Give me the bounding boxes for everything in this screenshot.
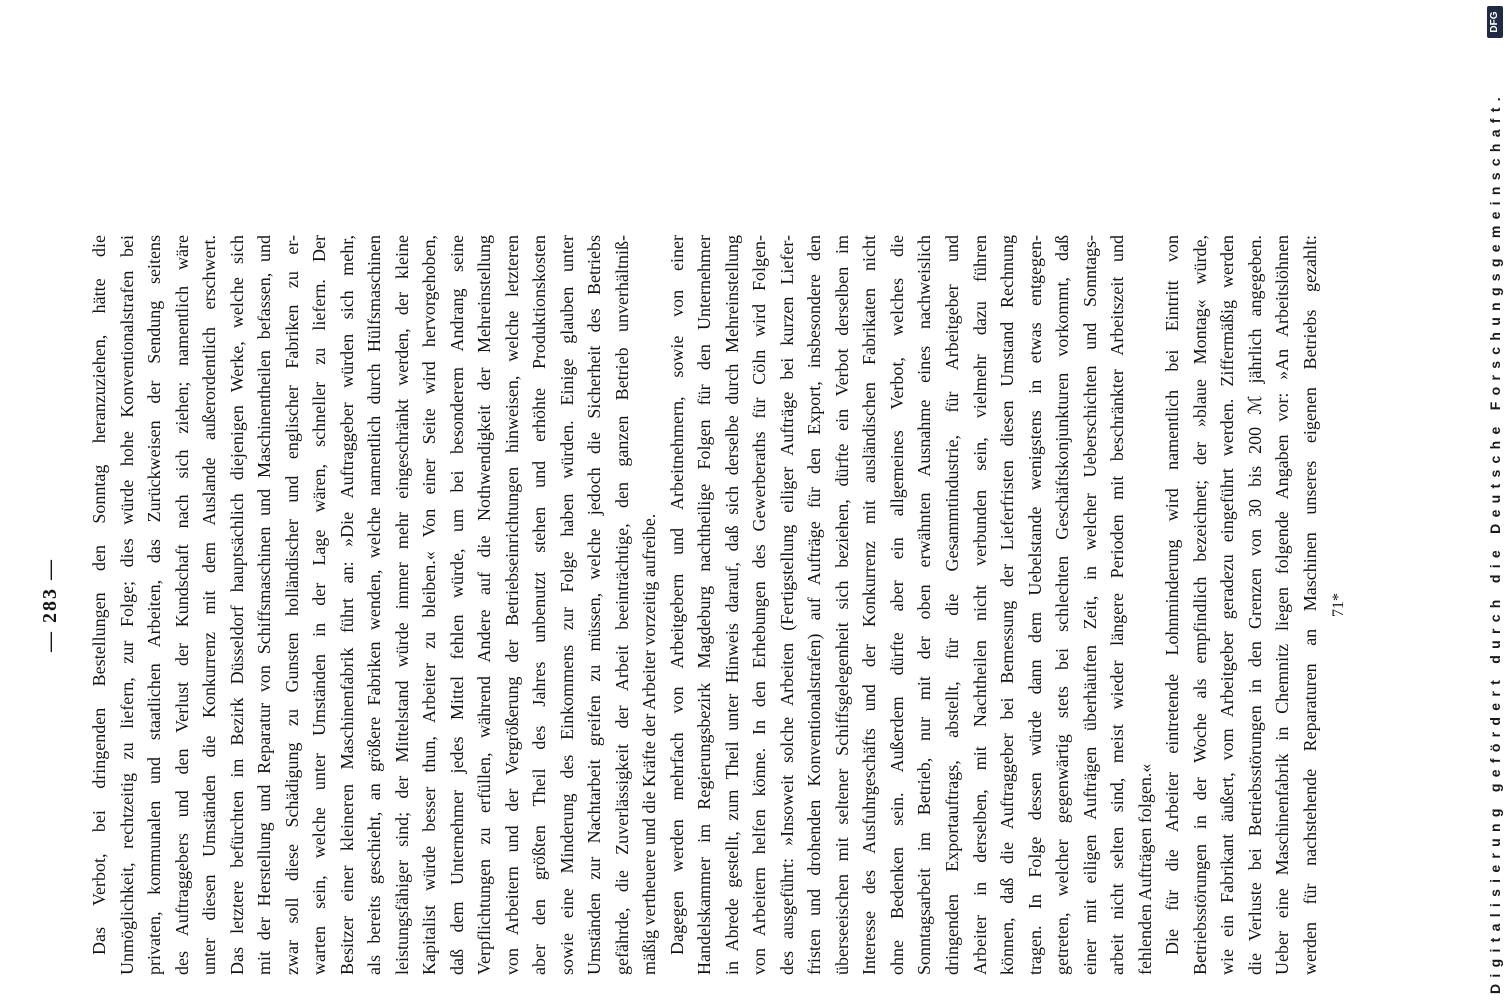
text-line: des Auftraggebers und den Verlust der Kundschaft nach sich ziehen; namentlich wäre [171,235,192,975]
text-line: privaten, kommunalen und staatlichen Arbeiten, das Zurückweisen der Sendung seitens [144,235,165,975]
text-line: Betriebsstörungen in der Woche als empfindlich bezeichnet; der »blaue Montag« würde, [1189,235,1210,975]
text-line: aber den größten Theil des Jahres unbenutzt stehen und erhöhte Produktionskosten [529,235,550,975]
text-line: ohne Bedenken sein. Außerdem dürfte aber ein allgemeines Verbot, welches die [886,235,907,975]
text-line: daß dem Unternehmer jedes Mittel fehlen würde, um bei besonderem Andrang seine [446,235,467,975]
text-line: tragen. In Folge dessen würde dann dem Uebelstande wenigstens in etwas entgegen- [1024,235,1045,975]
text-line: sowie eine Minderung des Einkommens zur Folge haben würden. Einige glauben unter [556,235,577,975]
text-line: Kapitalist würde besser thun, Arbeiter zu bleiben.« Von einer Seite wird hervorgehoben, [419,235,440,975]
paragraph [86,235,664,975]
text-line: von Arbeitern und der Vergrößerung der Betriebseinrichtungen hinweisen, welche letzteren [501,235,522,975]
text-line: in Abrede gestellt, zum Theil unter Hinweis darauf, daß sich derselbe durch Mehreinstellung [721,235,742,975]
text-line: einer mit eiligen Aufträgen überhäuften Zeit, in welcher Ueberschichten und Sonntags- [1079,235,1100,975]
page-number: — 283 — [39,558,61,652]
text-line: als bereits geschieht, an größere Fabriken wenden, welche namentlich durch Hülfsmaschinen [364,235,385,975]
text-line: Die für die Arbeiter eintretende Lohnminderung wird namentlich bei Eintritt von [1162,235,1183,955]
text-line: zwar soll diese Schädigung zu Gunsten holländischer und englischer Fabriken zu er- [281,235,302,975]
text-line: Besitzer einer kleineren Maschinenfabrik führt an: »Die Auftraggeber würden sich mehr, [336,235,357,975]
dfg-logo-icon: DFG [1487,6,1503,38]
body-text [86,235,1324,975]
text-line: die Verluste bei Betriebsstörungen in den Grenzen von 30 bis 200 ℳ jährlich angegeben. [1244,235,1265,975]
text-line: fristen und drohenden Konventionalstrafen) auf Aufträge für den Export, insbesondere den [804,235,825,975]
text-line: getreten, welcher gegenwärtig stets bei schlechten Geschäftskonjunkturen vorkommt, daß [1052,235,1073,975]
text-line: können, daß die Auftraggeber bei Bemessung der Lieferfristen diesen Umstand Rechnung [997,235,1018,975]
text-line: des ausgeführt: »Insoweit solche Arbeiten (Fertigstellung eiliger Aufträge bei kurzen Liefer- [776,235,797,975]
text-line: Unmöglichkeit, rechtzeitig zu liefern, zur Folge; dies würde hohe Konventionalstrafen bei [116,235,137,975]
paragraph [664,235,1159,975]
text-line: Interesse des Ausfuhrgeschäfts und der Konkurrenz mit ausländischen Fabrikaten nicht [859,235,880,975]
text-line: Handelskammer im Regierungsbezirk Magdeburg nachtheilige Folgen für den Unternehmer [694,235,715,975]
text-line: von Arbeitern helfen könne. In den Erhebungen des Gewerberaths für Cöln wird Folgen- [749,235,770,975]
text-line: fehlenden Aufträgen folgen.« [1134,763,1155,975]
digitization-watermark: Digitalisierung gefördert durch die Deutsche Forschungsgemeinschaft. [1487,91,1503,994]
text-line: warten sein, welche unter Umständen in der Lage wären, schneller zu liefern. Der [309,235,330,975]
text-line: unter diesen Umständen die Konkurrenz mit dem Auslande außerordentlich erschwert. [199,235,220,975]
text-line: Umständen zur Nachtarbeit greifen zu müssen, welche jedoch die Sicherheit des Betriebs [584,235,605,975]
text-line: dringenden Exportauftrags, abstellt, für die Gesammtindustrie, für Arbeitgeber und [941,235,962,975]
text-line: überseeischen mit seltener Schiffsgelegenheit sich beziehen, dürfte ein Verbot derselben im [831,235,852,975]
text-line: arbeit nicht selten sind, meist wieder längere Perioden mit beschränkter Arbeitszeit und [1107,235,1128,975]
text-line: Ueber eine Maschinenfabrik in Chemnitz liegen folgende Angaben vor: »An Arbeitslöhnen [1272,235,1293,975]
text-line: Arbeiter in derselben, mit Nachtheilen nicht verbunden sein, vielmehr dazu führen [969,235,990,975]
paragraph [1159,235,1324,975]
text-line: Das Verbot, bei dringenden Bestellungen den Sonntag heranzuziehen, hätte die [89,235,109,955]
printer-signature: 71* [1330,593,1347,617]
text-line: gefährde, die Zuverlässigkeit der Arbeit beeinträchtige, den ganzen Betrieb unverhältniß- [611,235,632,975]
text-line: leistungsfähiger sind; der Mittelstand würde immer mehr eingeschränkt werden, der kleine [391,235,412,975]
text-line: mäßig vertheuere und die Kräfte der Arbeiter vorzeitig aufreibe. [639,513,660,975]
text-line: Das letztere befürchten im Bezirk Düsseldorf hauptsächlich diejenigen Werke, welche sich [226,235,247,975]
text-line: Sonntagsarbeit im Betrieb, nur mit der oben erwähnten Ausnahme eines nachweislich [914,235,935,975]
text-line: mit der Herstellung und Reparatur von Schiffsmaschinen und Maschinentheilen befassen, und [254,235,275,975]
text-line: Dagegen werden mehrfach von Arbeitgebern und Arbeitnehmern, sowie von einer [666,235,687,955]
text-line: werden für nachstehende Reparaturen an Maschinen unseres eigenen Betriebs gezahlt: [1299,235,1320,975]
text-line: Verpflichtungen zu erfüllen, während Andere auf die Nothwendigkeit der Mehreinstellung [474,235,495,975]
text-line: wie ein Fabrikant äußert, vom Arbeitgeber geradezu eingeführt werden. Ziffermäßig werden [1217,235,1238,975]
